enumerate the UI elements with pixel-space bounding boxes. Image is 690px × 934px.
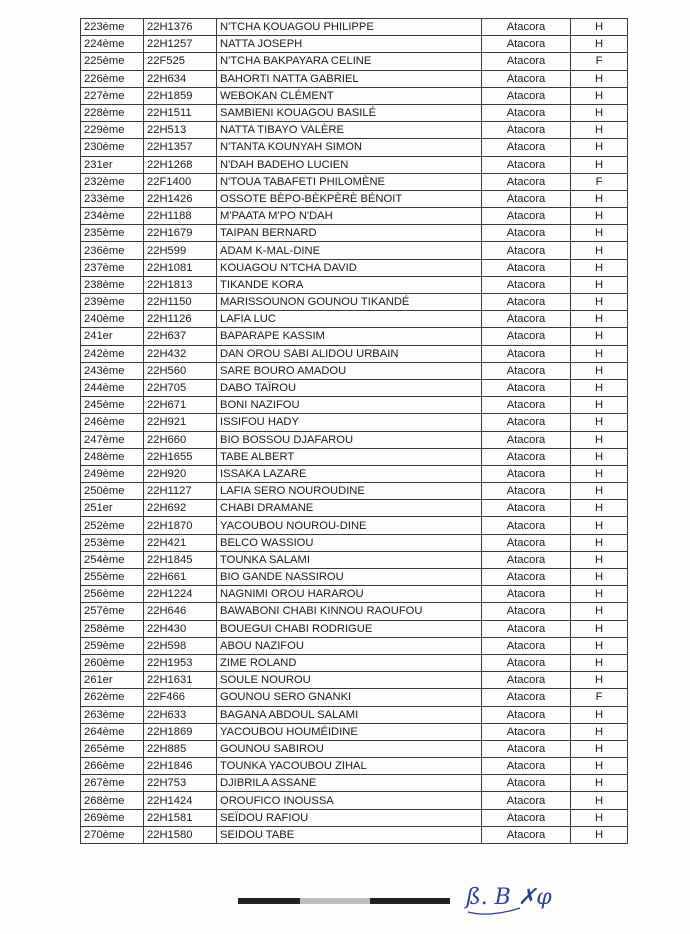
rank-cell: 269ème	[81, 809, 144, 826]
rank-cell: 228ème	[81, 104, 144, 121]
name-cell: SAMBIENI KOUAGOU BASILÉ	[217, 104, 482, 121]
name-cell: ISSIFOU HADY	[217, 414, 482, 431]
matricule-cell: 22H1631	[144, 672, 217, 689]
table-row	[81, 689, 628, 706]
table-row	[81, 70, 628, 87]
table-row	[81, 723, 628, 740]
matricule-cell: 22H432	[144, 345, 217, 362]
table-row	[81, 534, 628, 551]
department-cell: Atacora	[482, 173, 571, 190]
department-cell: Atacora	[482, 775, 571, 792]
department-cell: Atacora	[482, 122, 571, 139]
name-cell: N'TANTA KOUNYAH SIMON	[217, 139, 482, 156]
matricule-cell: 22H1859	[144, 87, 217, 104]
sex-cell: H	[571, 758, 628, 775]
rank-cell: 243ème	[81, 362, 144, 379]
table-row	[81, 775, 628, 792]
rank-cell: 270ème	[81, 826, 144, 843]
matricule-cell: 22H1581	[144, 809, 217, 826]
sex-cell: H	[571, 397, 628, 414]
sex-cell: H	[571, 70, 628, 87]
table-row	[81, 53, 628, 70]
rank-cell: 246ème	[81, 414, 144, 431]
name-cell: TABE ALBERT	[217, 448, 482, 465]
matricule-cell: 22H1953	[144, 654, 217, 671]
name-cell: CHABI DRAMANE	[217, 500, 482, 517]
rank-cell: 244ème	[81, 379, 144, 396]
handwritten-signature	[462, 872, 602, 918]
rank-cell: 264ème	[81, 723, 144, 740]
sex-cell: H	[571, 104, 628, 121]
name-cell: YACOUBOU HOUMÉIDINE	[217, 723, 482, 740]
table-row	[81, 225, 628, 242]
matricule-cell: 22H513	[144, 122, 217, 139]
department-cell: Atacora	[482, 414, 571, 431]
rank-cell: 223ème	[81, 19, 144, 36]
name-cell: ZIME ROLAND	[217, 654, 482, 671]
department-cell: Atacora	[482, 70, 571, 87]
name-cell: YACOUBOU NOUROU-DINE	[217, 517, 482, 534]
sex-cell: H	[571, 775, 628, 792]
matricule-cell: 22H646	[144, 603, 217, 620]
name-cell: ADAM K-MAL-DINE	[217, 242, 482, 259]
department-cell: Atacora	[482, 517, 571, 534]
rank-cell: 266ème	[81, 758, 144, 775]
table-row	[81, 87, 628, 104]
department-cell: Atacora	[482, 620, 571, 637]
table-row	[81, 465, 628, 482]
department-cell: Atacora	[482, 792, 571, 809]
department-cell: Atacora	[482, 483, 571, 500]
sex-cell: H	[571, 620, 628, 637]
table-row	[81, 208, 628, 225]
table-row	[81, 483, 628, 500]
sex-cell: H	[571, 723, 628, 740]
rank-cell: 267ème	[81, 775, 144, 792]
sex-cell: H	[571, 603, 628, 620]
table-row	[81, 620, 628, 637]
name-cell: N'TOUA TABAFETI PHILOMÈNE	[217, 173, 482, 190]
matricule-cell: 22H1357	[144, 139, 217, 156]
table-row	[81, 706, 628, 723]
matricule-cell: 22H430	[144, 620, 217, 637]
table-row	[81, 122, 628, 139]
footer-bar-segment	[300, 898, 370, 904]
name-cell: KOUAGOU N'TCHA DAVID	[217, 259, 482, 276]
table-row	[81, 500, 628, 517]
department-cell: Atacora	[482, 276, 571, 293]
rank-cell: 262ème	[81, 689, 144, 706]
department-cell: Atacora	[482, 740, 571, 757]
sex-cell: H	[571, 534, 628, 551]
department-cell: Atacora	[482, 156, 571, 173]
rank-cell: 231er	[81, 156, 144, 173]
sex-cell: H	[571, 294, 628, 311]
department-cell: Atacora	[482, 706, 571, 723]
sex-cell: H	[571, 156, 628, 173]
rank-cell: 234ème	[81, 208, 144, 225]
matricule-cell: 22H634	[144, 70, 217, 87]
sex-cell: H	[571, 276, 628, 293]
rank-cell: 259ème	[81, 637, 144, 654]
matricule-cell: 22H921	[144, 414, 217, 431]
department-cell: Atacora	[482, 654, 571, 671]
department-cell: Atacora	[482, 208, 571, 225]
table-row	[81, 414, 628, 431]
sex-cell: H	[571, 414, 628, 431]
department-cell: Atacora	[482, 294, 571, 311]
matricule-cell: 22F466	[144, 689, 217, 706]
matricule-cell: 22H753	[144, 775, 217, 792]
name-cell: N'TCHA BAKPAYARA CELINE	[217, 53, 482, 70]
rank-cell: 241er	[81, 328, 144, 345]
rank-cell: 248ème	[81, 448, 144, 465]
matricule-cell: 22H1426	[144, 190, 217, 207]
sex-cell: H	[571, 517, 628, 534]
matricule-cell: 22H692	[144, 500, 217, 517]
sex-cell: H	[571, 19, 628, 36]
department-cell: Atacora	[482, 225, 571, 242]
table-row	[81, 431, 628, 448]
table-row	[81, 654, 628, 671]
name-cell: SOULE NOUROU	[217, 672, 482, 689]
rank-cell: 227ème	[81, 87, 144, 104]
table-row	[81, 19, 628, 36]
name-cell: BIO BOSSOU DJAFAROU	[217, 431, 482, 448]
ranking-table-body	[81, 19, 628, 844]
department-cell: Atacora	[482, 603, 571, 620]
department-cell: Atacora	[482, 328, 571, 345]
department-cell: Atacora	[482, 190, 571, 207]
department-cell: Atacora	[482, 139, 571, 156]
sex-cell: F	[571, 53, 628, 70]
name-cell: NATTA JOSEPH	[217, 36, 482, 53]
matricule-cell: 22H1127	[144, 483, 217, 500]
ranking-table	[80, 18, 628, 844]
matricule-cell: 22H633	[144, 706, 217, 723]
rank-cell: 257ème	[81, 603, 144, 620]
rank-cell: 237ème	[81, 259, 144, 276]
rank-cell: 236ème	[81, 242, 144, 259]
matricule-cell: 22H1126	[144, 311, 217, 328]
rank-cell: 263ème	[81, 706, 144, 723]
sex-cell: H	[571, 740, 628, 757]
matricule-cell: 22H1580	[144, 826, 217, 843]
matricule-cell: 22H637	[144, 328, 217, 345]
sex-cell: H	[571, 225, 628, 242]
department-cell: Atacora	[482, 569, 571, 586]
department-cell: Atacora	[482, 758, 571, 775]
table-row	[81, 792, 628, 809]
matricule-cell: 22H1511	[144, 104, 217, 121]
rank-cell: 265ème	[81, 740, 144, 757]
department-cell: Atacora	[482, 242, 571, 259]
rank-cell: 261er	[81, 672, 144, 689]
sex-cell: H	[571, 448, 628, 465]
name-cell: TOUNKA SALAMI	[217, 551, 482, 568]
department-cell: Atacora	[482, 637, 571, 654]
table-row	[81, 448, 628, 465]
footer-bar-segment	[370, 898, 450, 904]
table-row	[81, 569, 628, 586]
table-row	[81, 139, 628, 156]
department-cell: Atacora	[482, 500, 571, 517]
table-row	[81, 311, 628, 328]
name-cell: N'TCHA KOUAGOU PHILIPPE	[217, 19, 482, 36]
table-row	[81, 104, 628, 121]
rank-cell: 239ème	[81, 294, 144, 311]
table-row	[81, 758, 628, 775]
matricule-cell: 22H671	[144, 397, 217, 414]
rank-cell: 235ème	[81, 225, 144, 242]
table-row	[81, 379, 628, 396]
matricule-cell: 22H560	[144, 362, 217, 379]
name-cell: SARE BOURO AMADOU	[217, 362, 482, 379]
sex-cell: H	[571, 483, 628, 500]
matricule-cell: 22H660	[144, 431, 217, 448]
matricule-cell: 22H1679	[144, 225, 217, 242]
name-cell: TOUNKA YACOUBOU ZIHAL	[217, 758, 482, 775]
rank-cell: 232ème	[81, 173, 144, 190]
department-cell: Atacora	[482, 87, 571, 104]
name-cell: SEIDOU TABE	[217, 826, 482, 843]
rank-cell: 251er	[81, 500, 144, 517]
department-cell: Atacora	[482, 586, 571, 603]
sex-cell: H	[571, 190, 628, 207]
department-cell: Atacora	[482, 826, 571, 843]
matricule-cell: 22H920	[144, 465, 217, 482]
rank-cell: 226ème	[81, 70, 144, 87]
department-cell: Atacora	[482, 259, 571, 276]
matricule-cell: 22H1845	[144, 551, 217, 568]
rank-cell: 254ème	[81, 551, 144, 568]
sex-cell: H	[571, 637, 628, 654]
matricule-cell: 22H1813	[144, 276, 217, 293]
department-cell: Atacora	[482, 723, 571, 740]
table-row	[81, 809, 628, 826]
rank-cell: 229ème	[81, 122, 144, 139]
matricule-cell: 22F525	[144, 53, 217, 70]
name-cell: ISSAKA LAZARE	[217, 465, 482, 482]
rank-cell: 258ème	[81, 620, 144, 637]
sex-cell: H	[571, 87, 628, 104]
matricule-cell: 22H661	[144, 569, 217, 586]
sex-cell: H	[571, 809, 628, 826]
sex-cell: H	[571, 431, 628, 448]
table-row	[81, 551, 628, 568]
rank-cell: 225ème	[81, 53, 144, 70]
sex-cell: H	[571, 792, 628, 809]
table-row	[81, 242, 628, 259]
table-row	[81, 517, 628, 534]
rank-cell: 255ème	[81, 569, 144, 586]
matricule-cell: 22H1655	[144, 448, 217, 465]
ranking-sheet	[80, 18, 628, 844]
rank-cell: 247ème	[81, 431, 144, 448]
table-row	[81, 36, 628, 53]
sex-cell: H	[571, 36, 628, 53]
department-cell: Atacora	[482, 689, 571, 706]
matricule-cell: 22H885	[144, 740, 217, 757]
sex-cell: H	[571, 345, 628, 362]
name-cell: GOUNOU SABIROU	[217, 740, 482, 757]
name-cell: NATTA TIBAYO VALÈRE	[217, 122, 482, 139]
department-cell: Atacora	[482, 53, 571, 70]
matricule-cell: 22H1150	[144, 294, 217, 311]
matricule-cell: 22H1268	[144, 156, 217, 173]
name-cell: BAGANA ABDOUL SALAMI	[217, 706, 482, 723]
rank-cell: 224ème	[81, 36, 144, 53]
name-cell: OROUFICO INOUSSA	[217, 792, 482, 809]
department-cell: Atacora	[482, 397, 571, 414]
rank-cell: 238ème	[81, 276, 144, 293]
rank-cell: 233ème	[81, 190, 144, 207]
sex-cell: H	[571, 362, 628, 379]
department-cell: Atacora	[482, 672, 571, 689]
sex-cell: H	[571, 654, 628, 671]
sex-cell: H	[571, 208, 628, 225]
matricule-cell: 22H1869	[144, 723, 217, 740]
table-row	[81, 276, 628, 293]
rank-cell: 240ème	[81, 311, 144, 328]
sex-cell: H	[571, 122, 628, 139]
name-cell: SEÏDOU RAFIOU	[217, 809, 482, 826]
sex-cell: H	[571, 672, 628, 689]
department-cell: Atacora	[482, 379, 571, 396]
sex-cell: H	[571, 706, 628, 723]
matricule-cell: 22H598	[144, 637, 217, 654]
name-cell: GOUNOU SERO GNANKI	[217, 689, 482, 706]
matricule-cell: 22H1846	[144, 758, 217, 775]
sex-cell: H	[571, 826, 628, 843]
sex-cell: H	[571, 500, 628, 517]
sex-cell: H	[571, 259, 628, 276]
sex-cell: H	[571, 586, 628, 603]
name-cell: MARISSOUNON GOUNOU TIKANDÉ	[217, 294, 482, 311]
rank-cell: 256ème	[81, 586, 144, 603]
name-cell: M'PAATA M'PO N'DAH	[217, 208, 482, 225]
table-row	[81, 586, 628, 603]
department-cell: Atacora	[482, 809, 571, 826]
rank-cell: 250ème	[81, 483, 144, 500]
department-cell: Atacora	[482, 431, 571, 448]
name-cell: N'DAH BADEHO LUCIEN	[217, 156, 482, 173]
table-row	[81, 740, 628, 757]
department-cell: Atacora	[482, 36, 571, 53]
matricule-cell: 22H1870	[144, 517, 217, 534]
table-row	[81, 259, 628, 276]
rank-cell: 260ème	[81, 654, 144, 671]
table-row	[81, 826, 628, 843]
table-row	[81, 173, 628, 190]
sex-cell: F	[571, 689, 628, 706]
department-cell: Atacora	[482, 104, 571, 121]
name-cell: TIKANDE KORA	[217, 276, 482, 293]
name-cell: BONI NAZIFOU	[217, 397, 482, 414]
sex-cell: H	[571, 569, 628, 586]
table-row	[81, 328, 628, 345]
table-row	[81, 190, 628, 207]
rank-cell: 242ème	[81, 345, 144, 362]
rank-cell: 252ème	[81, 517, 144, 534]
rank-cell: 268ème	[81, 792, 144, 809]
rank-cell: 253ème	[81, 534, 144, 551]
name-cell: BELCO WASSIOU	[217, 534, 482, 551]
matricule-cell: 22H1081	[144, 259, 217, 276]
name-cell: DABO TAÏROU	[217, 379, 482, 396]
sex-cell: H	[571, 242, 628, 259]
department-cell: Atacora	[482, 551, 571, 568]
rank-cell: 249ème	[81, 465, 144, 482]
sex-cell: F	[571, 173, 628, 190]
matricule-cell: 22H1224	[144, 586, 217, 603]
matricule-cell: 22H1257	[144, 36, 217, 53]
footer-bar-decoration	[238, 898, 450, 904]
table-row	[81, 672, 628, 689]
table-row	[81, 156, 628, 173]
sex-cell: H	[571, 328, 628, 345]
department-cell: Atacora	[482, 311, 571, 328]
name-cell: OSSOTE BÈPO-BÈKPÈRÈ BÉNOIT	[217, 190, 482, 207]
department-cell: Atacora	[482, 465, 571, 482]
signature-text: ß. B ✗φ	[466, 885, 552, 910]
sex-cell: H	[571, 465, 628, 482]
name-cell: BOUEGUI CHABI RODRIGUE	[217, 620, 482, 637]
matricule-cell: 22F1400	[144, 173, 217, 190]
matricule-cell: 22H1376	[144, 19, 217, 36]
name-cell: LAFIA LUC	[217, 311, 482, 328]
name-cell: BAWABONI CHABI KINNOU RAOUFOU	[217, 603, 482, 620]
table-row	[81, 637, 628, 654]
name-cell: ABOU NAZIFOU	[217, 637, 482, 654]
matricule-cell: 22H1424	[144, 792, 217, 809]
name-cell: BIO GANDE NASSIROU	[217, 569, 482, 586]
matricule-cell: 22H1188	[144, 208, 217, 225]
rank-cell: 245ème	[81, 397, 144, 414]
sex-cell: H	[571, 379, 628, 396]
name-cell: NAGNIMI OROU HARAROU	[217, 586, 482, 603]
table-row	[81, 603, 628, 620]
name-cell: LAFIA SERO NOUROUDINE	[217, 483, 482, 500]
table-row	[81, 345, 628, 362]
department-cell: Atacora	[482, 19, 571, 36]
table-row	[81, 362, 628, 379]
name-cell: BAHORTI NATTA GABRIEL	[217, 70, 482, 87]
rank-cell: 230ème	[81, 139, 144, 156]
matricule-cell: 22H599	[144, 242, 217, 259]
footer-bar-segment	[238, 898, 300, 904]
sex-cell: H	[571, 311, 628, 328]
table-row	[81, 294, 628, 311]
department-cell: Atacora	[482, 534, 571, 551]
department-cell: Atacora	[482, 448, 571, 465]
sex-cell: H	[571, 139, 628, 156]
name-cell: DAN OROU SABI ALIDOU URBAIN	[217, 345, 482, 362]
department-cell: Atacora	[482, 362, 571, 379]
matricule-cell: 22H705	[144, 379, 217, 396]
name-cell: TAIPAN BERNARD	[217, 225, 482, 242]
name-cell: WEBOKAN CLÉMENT	[217, 87, 482, 104]
department-cell: Atacora	[482, 345, 571, 362]
name-cell: DJIBRILA ASSANE	[217, 775, 482, 792]
table-row	[81, 397, 628, 414]
matricule-cell: 22H421	[144, 534, 217, 551]
name-cell: BAPARAPE KASSIM	[217, 328, 482, 345]
sex-cell: H	[571, 551, 628, 568]
